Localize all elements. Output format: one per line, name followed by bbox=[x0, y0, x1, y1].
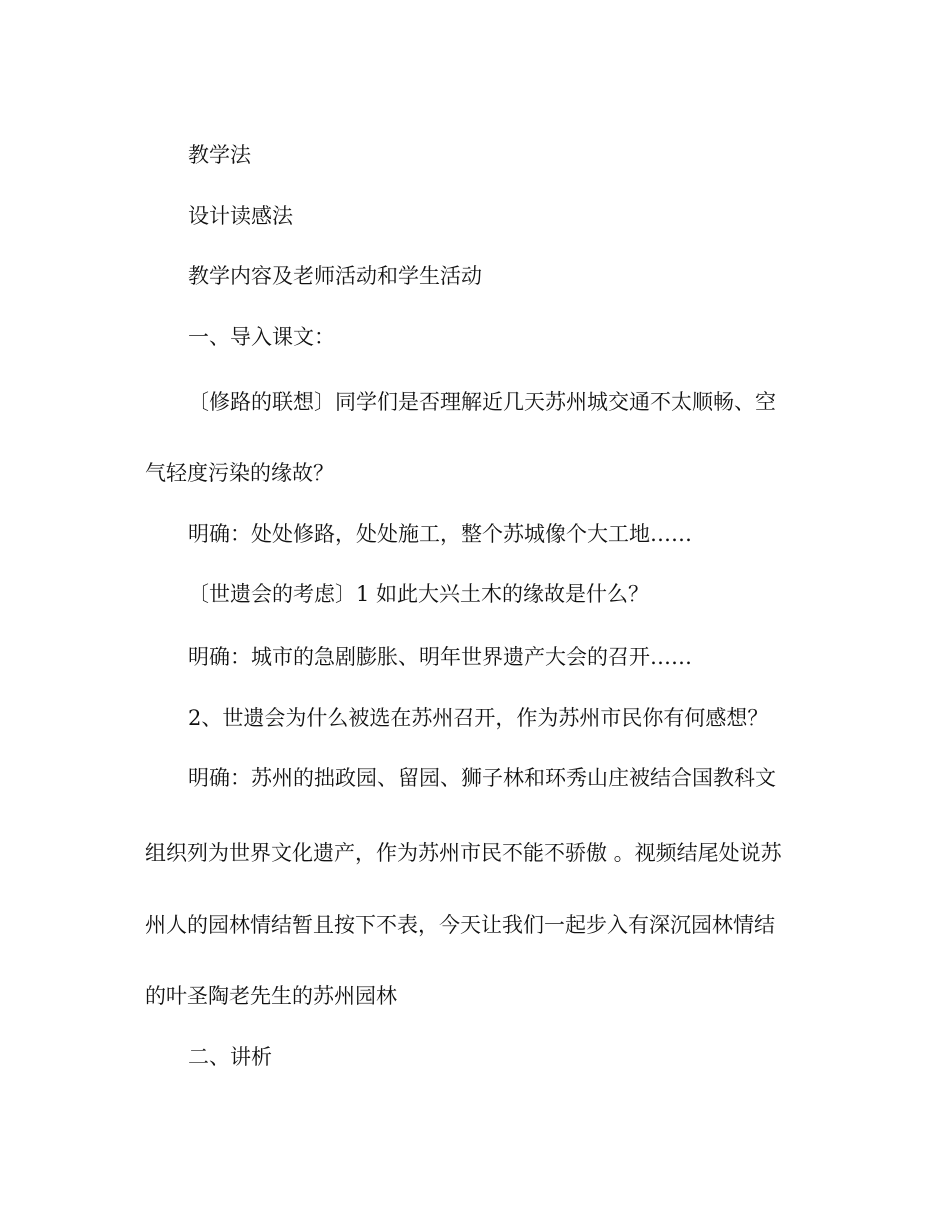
paragraph-answer-3-line-3: 州人的园林情结暂且按下不表，今天让我们一起步入有深沉园林情结 bbox=[145, 913, 775, 937]
heading-teaching-method: 教学法 bbox=[188, 143, 251, 167]
paragraph-road-question-line-2: 气轻度污染的缘故？ bbox=[145, 461, 334, 485]
paragraph-answer-3-line-1: 明确：苏州的拙政园、留园、狮子林和环秀山庄被结合国教科文 bbox=[188, 766, 776, 790]
method-name: 设计读感法 bbox=[188, 204, 293, 228]
paragraph-answer-3-line-2: 组织列为世界文化遗产，作为苏州市民不能不骄傲 。视频结尾处说苏 bbox=[145, 841, 782, 865]
paragraph-answer-1: 明确：处处修路，处处施工，整个苏城像个大工地…… bbox=[188, 522, 692, 546]
paragraph-heritage-question-2: 2、世遗会为什么被选在苏州召开，作为苏州市民你有何感想？ bbox=[188, 706, 769, 730]
section-two-title: 二、讲析 bbox=[188, 1045, 272, 1069]
paragraph-answer-3-line-4: 的叶圣陶老先生的苏州园林 bbox=[145, 984, 397, 1008]
paragraph-answer-2: 明确：城市的急剧膨胀、明年世界遗产大会的召开…… bbox=[188, 645, 692, 669]
section-one-title: 一、导入课文： bbox=[188, 325, 335, 349]
paragraph-road-question-line-1: 〔修路的联想〕同学们是否理解近几天苏州城交通不太顺畅、空 bbox=[188, 390, 776, 414]
paragraph-heritage-question-1: 〔世遗会的考虑〕1 如此大兴土木的缘故是什么？ bbox=[188, 582, 650, 606]
heading-teaching-content: 教学内容及老师活动和学生活动 bbox=[188, 264, 482, 288]
